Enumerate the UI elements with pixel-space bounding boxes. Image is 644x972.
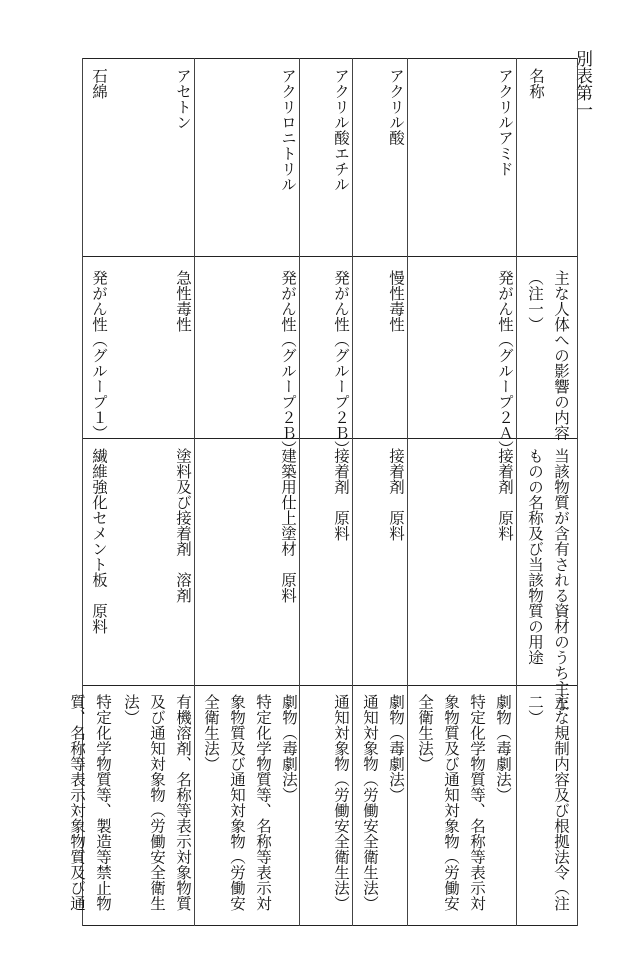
row-1-materials: 接着剤 原料 [496, 448, 514, 541]
table-border-right [577, 58, 578, 926]
column-divider-name [82, 256, 578, 257]
row-6-name: 石綿 [90, 68, 108, 99]
row-4-effect: 発がん性（グループ２Ｂ） [279, 270, 297, 456]
row-4-materials: 建築用仕上塗材 原料 [279, 448, 297, 603]
row-1-regulations: 劇物（毒劇法） 特定化学物質等、名称等表示対 象物質及び通知対象物（労働安 全衛生法） [416, 694, 512, 911]
header-effect: 主な人体への影響の内容 （注一） [526, 270, 570, 441]
row-4-name: アクリロニトリル [279, 68, 297, 192]
row-6-materials: 繊維強化セメント板 原料 [90, 448, 108, 634]
header-name: 名称 [527, 68, 545, 99]
row-4-regulations: 劇物（毒劇法） 特定化学物質等、名称等表示対 象物質及び通知対象物（労働安 全衛生法） [202, 694, 298, 911]
row-5-materials: 塗料及び接着剤 溶剤 [174, 448, 192, 603]
row-2-materials: 接着剤 原料 [387, 448, 405, 541]
row-2-effect: 慢性毒性 [387, 270, 405, 332]
row-2-name: アクリル酸 [387, 68, 405, 146]
row-1-effect: 発がん性（グループ２Ａ） [496, 270, 514, 456]
row-3-name: アクリル酸エチル [332, 68, 350, 192]
regulation-table [68, 58, 578, 926]
row-3-materials: 接着剤 原料 [332, 448, 350, 541]
row-5-name: アセトン [174, 68, 192, 130]
header-materials: 当該物質が含有される資材のうち主な ものの名称及び当該物質の用途 [526, 448, 570, 712]
table-border-bottom [82, 925, 578, 926]
row-6-effect: 発がん性（グループ１） [90, 270, 108, 441]
row-3-effect: 発がん性（グループ２Ｂ） [332, 270, 350, 456]
row-3-regulations: 通知対象物（労働安全衛生法） [332, 694, 350, 911]
table-border-top [82, 58, 578, 59]
header-regulations: 主な規制内容及び根拠法令（注 二） [526, 694, 570, 911]
row-5-effect: 急性毒性 [174, 270, 192, 332]
row-6-regulations: 特定化学物質等、製造等禁止物 質、名称等表示対象物質及び通 [68, 694, 112, 911]
row-1-name: アクリルアミド [496, 68, 514, 177]
column-divider-materials [82, 685, 578, 686]
row-2-regulations: 劇物（毒劇法） 通知対象物（労働安全衛生法） [361, 694, 405, 911]
row-5-regulations: 有機溶剤、名称等表示対象物質 及び通知対象物（労働安全衛生 法） [122, 694, 192, 911]
page-title: 別表第一 [572, 50, 592, 118]
